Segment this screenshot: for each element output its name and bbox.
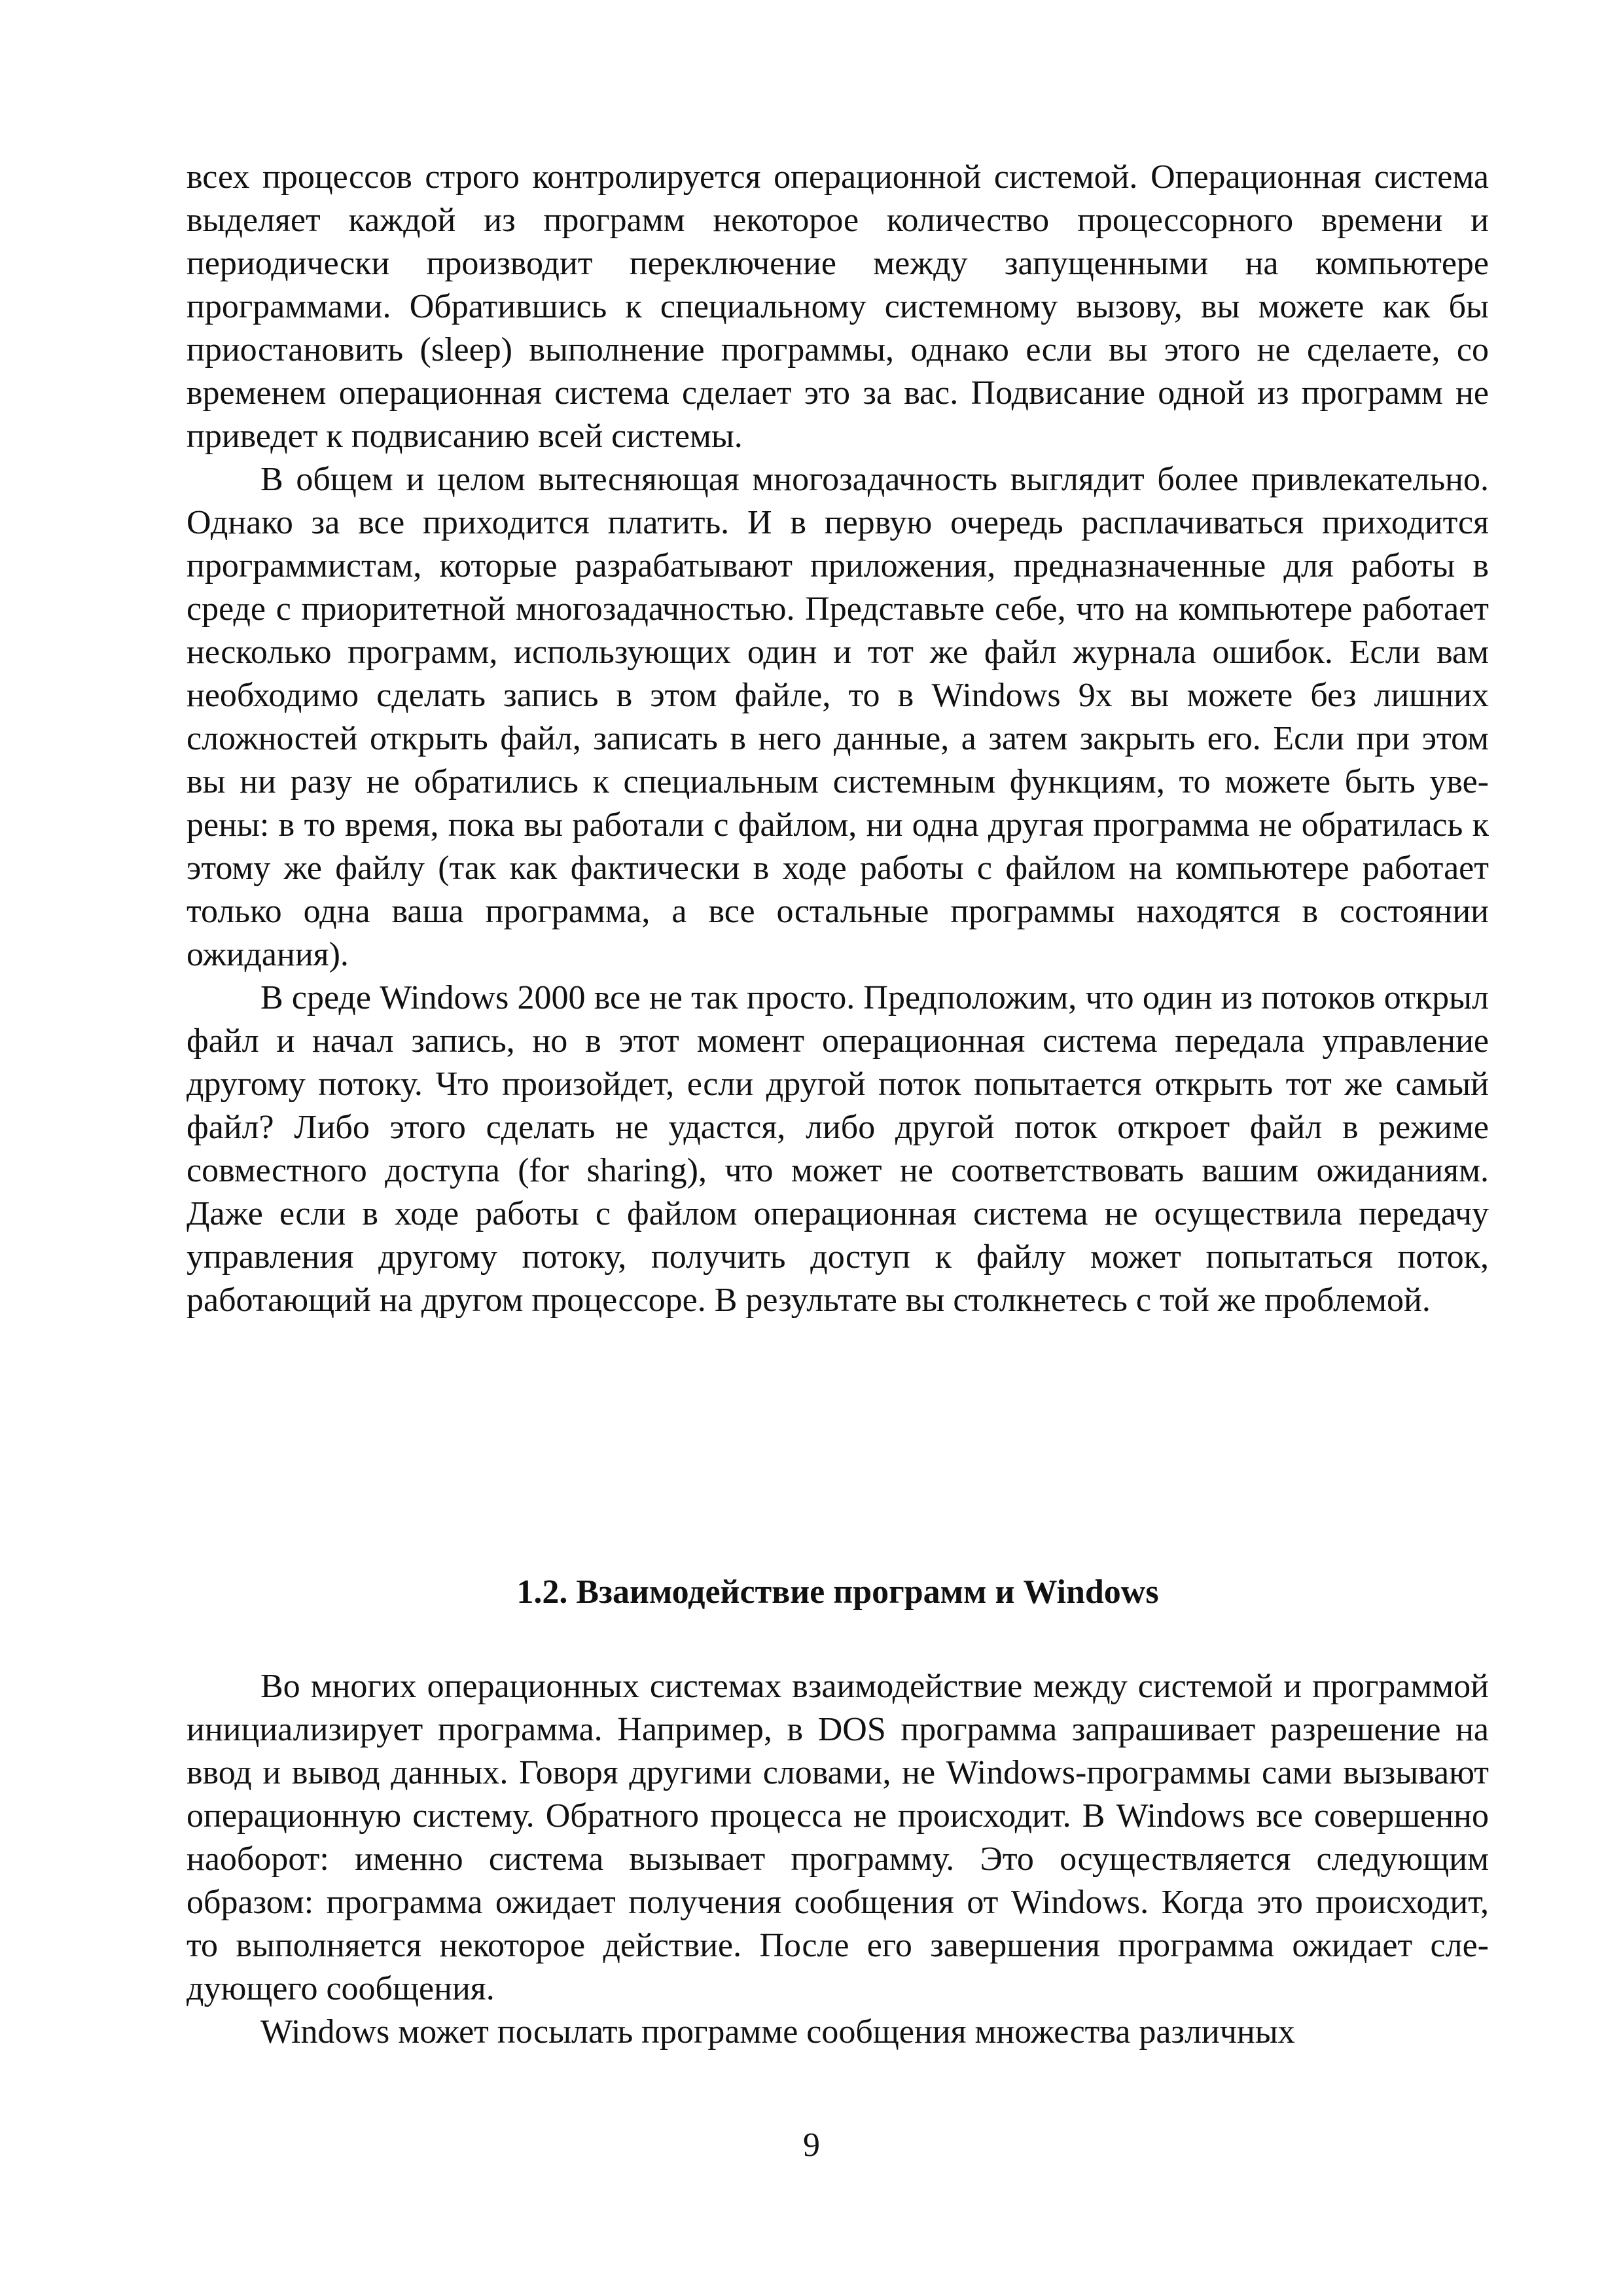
- text-block-bottom: [187, 1665, 1489, 2054]
- paragraph-continuation: всех процессов строго контролируется операционной системой. Операционная система выделяет каждой из программ некоторое количество процессорного времени и периодически производит переключение между запущенными на компьютере программами. Обратившись к специальному системному вызову, вы можете как бы приостановить (sleep) выполнение программы, однако если вы этого не сделаете, со временем операционная система сделает это за вас. Подвисание одной из программ не приведет к подвисанию всей системы.: [187, 158, 1489, 455]
- page-number: 9: [803, 2126, 820, 2164]
- paragraph-windows-2000: В среде Windows 2000 все не так просто. Предположим, что один из потоков открыл файл и начал запись, но в этот момент операционная система передала управление другому потоку. Что произойдет, если другой поток попытается открыть тот же самый файл? Либо этого сделать не удастся, либо другой поток откроет файл в режиме совместного доступа (for sharing), что может не соответствовать вашим ожиданиям. Даже если в ходе работы с файлом операционная система не осуществила передачу управления другому потоку, получить доступ к файлу может попытаться поток, работающий на другом процессоре. В результате вы столкнетесь с той же проблемой.: [187, 979, 1489, 1319]
- paragraph-program-interaction: Во многих операционных системах взаимодействие между системой и программой инициализирует программа. Например, в DOS программа запрашивает разрешение на ввод и вывод данных. Говоря другими словами, не Windows-программы сами вызывают операционную систему. Обратного процесса не происходит. В Windows все совершенно наоборот: именно система вызывает программу. Это осуществляется следующим образом: программа ожидает получения сообщения от Windows. Когда это происходит, то выполняется некоторое действие. После его завершения программа ожидает следующего сообщения.: [187, 1668, 1489, 2007]
- text-block-top: [187, 156, 1489, 1322]
- paragraph-windows-messages: Windows может посылать программе сообщения множества различных: [260, 2013, 1295, 2051]
- paragraph-preemptive-multitasking: В общем и целом вытесняющая многозадачность выглядит более привлекательно. Однако за все приходится платить. И в первую очередь расплачиваться приходится программистам, которые разрабатывают приложения, предназначенные для работы в среде с приоритетной многозадачностью. Представьте себе, что на компьютере работает несколько программ, использующих один и тот же файл журнала ошибок. Если вам необходимо сделать запись в этом файле, то в Windows 9x вы можете без лишних сложностей открыть файл, записать в него данные, а затем закрыть его. Если при этом вы ни разу не обратились к специальным системным функциям, то можете быть уверены: в то время, пока вы работали с файлом, ни одна другая программа не обратилась к этому же файлу (так как фактически в ходе работы с файлом на компьютере работает только одна ваша программа, а все остальные программы находятся в состоянии ожидания).: [187, 461, 1489, 973]
- section-heading: 1.2. Взаимодействие программ и Windows: [516, 1573, 1159, 1611]
